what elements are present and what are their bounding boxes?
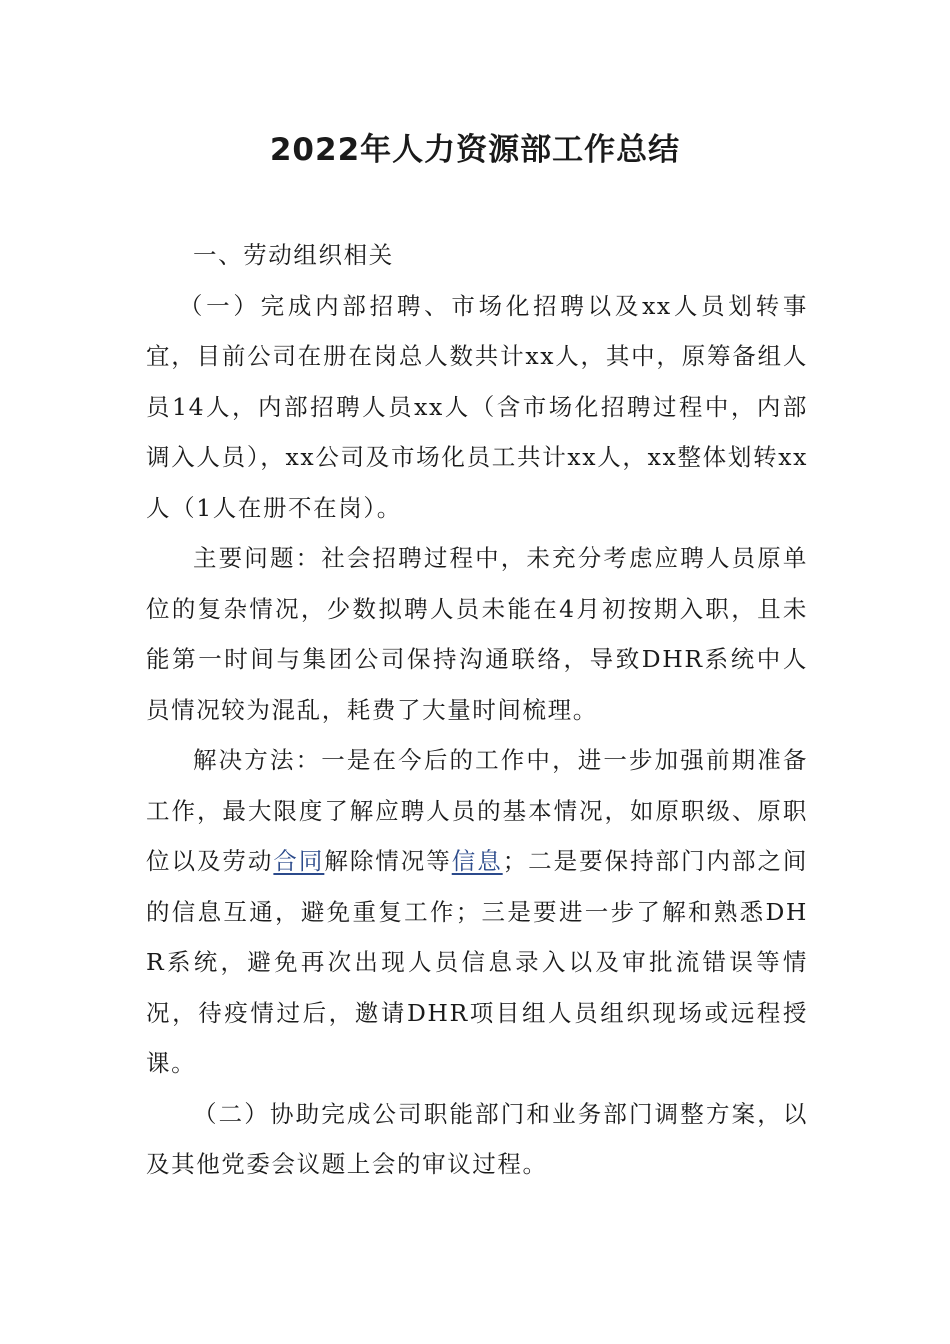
solution-text-part-1: 解决方法：一是在今后的工作中，进一步加强前期准备工作，最大限度了解应聘人员的基本情况，如原职级、原职位以及劳动 [146, 746, 808, 875]
information-link[interactable]: 信息 [451, 847, 503, 875]
paragraph-main-problems: 主要问题：社会招聘过程中，未充分考虑应聘人员原单位的复杂情况，少数拟聘人员未能在4月初按期入职，且未能第一时间与集团公司保持沟通联络，导致DHR系统中人员情况较为混乱，耗费了大量时间梳理。 [146, 544, 808, 724]
paragraph-solution [146, 735, 808, 1089]
solution-text-part-2: 解除情况等 [324, 847, 452, 875]
document-title: 2022年人力资源部工作总结 [269, 132, 681, 168]
contract-link[interactable]: 合同 [273, 847, 325, 875]
paragraph-item-2-department-adjustment: （二）协助完成公司职能部门和业务部门调整方案，以及其他党委会议题上会的审议过程。 [146, 1099, 808, 1178]
document-body [146, 230, 808, 1190]
solution-text-part-3: ；二是要保持部门内部之间的信息互通，避免重复工作；三是要进一步了解和熟悉DHR系统，避免再次出现人员信息录入以及审批流错误等情况，待疫情过后，邀请DHR项目组人员组织现场或远程授课。 [146, 847, 809, 1077]
section-heading-labor-organization: 一、劳动组织相关 [193, 241, 394, 269]
paragraph-item-1-recruitment: （一）完成内部招聘、市场化招聘以及xx人员划转事宜，目前公司在册在岗总人数共计xx人，其中，原筹备组人员14人，内部招聘人员xx人（含市场化招聘过程中，内部调入人员），xx公司及市场化员工共计xx人，xx整体划转xx人（1人在册不在岗）。 [146, 291, 808, 522]
